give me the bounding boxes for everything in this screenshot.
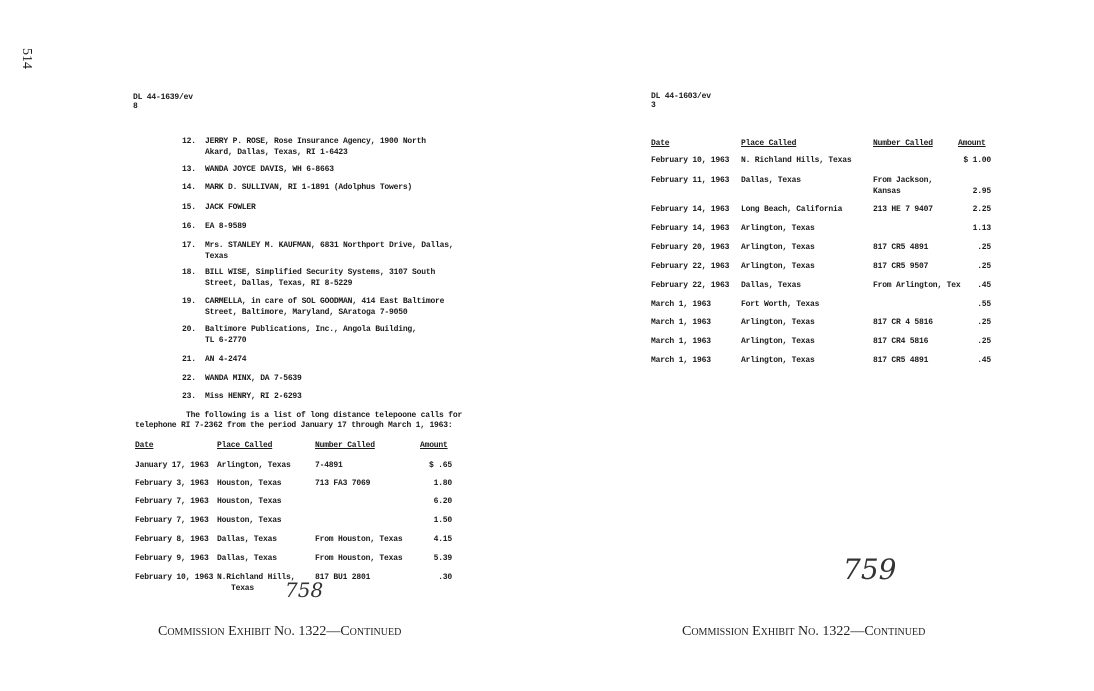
table-cell: N.Richland Hills,	[217, 573, 296, 582]
list-item-number: 15.	[182, 203, 196, 212]
table-cell: Houston, Texas	[217, 497, 282, 506]
list-item-line: Texas	[205, 252, 229, 261]
list-item-line: WANDA MINX, DA 7-5639	[205, 374, 302, 383]
table-cell: .25	[977, 243, 991, 252]
list-item-number: 19.	[182, 297, 196, 306]
table-cell: Houston, Texas	[217, 516, 282, 525]
table-cell: From Arlington, Tex	[873, 281, 961, 290]
table-cell: From Jackson,	[873, 176, 933, 185]
table-cell: 817 BU1 2801	[315, 573, 371, 582]
column-header: Date	[651, 139, 670, 148]
left-paragraph-line-1: The following is a list of long distance telepoone calls for	[186, 411, 463, 420]
table-cell: 713 FA3 7069	[315, 479, 371, 488]
table-cell: .25	[977, 318, 991, 327]
list-item-number: 18.	[182, 268, 196, 277]
list-item-number: 22.	[182, 374, 196, 383]
table-cell: Arlington, Texas	[217, 461, 291, 470]
table-cell: February 10, 1963	[135, 573, 214, 582]
list-item-number: 20.	[182, 325, 196, 334]
list-item-number: 17.	[182, 241, 196, 250]
table-cell: Long Beach, California	[741, 205, 843, 214]
table-cell: March 1, 1963	[651, 356, 711, 365]
list-item-line: TL 6-2770	[205, 336, 247, 345]
list-item-number: 14.	[182, 183, 196, 192]
side-page-number: 514	[19, 48, 34, 69]
left-handwritten-number: 758	[285, 578, 324, 602]
column-header: Number Called	[315, 441, 375, 450]
table-cell: 4.15	[433, 535, 452, 544]
table-cell: Arlington, Texas	[741, 318, 815, 327]
table-cell: February 14, 1963	[651, 224, 730, 233]
table-cell: 817 CR5 9507	[873, 262, 929, 271]
right-file-ref: DL 44-1603/ev	[651, 92, 711, 101]
column-header: Date	[135, 441, 154, 450]
list-item-number: 12.	[182, 137, 196, 146]
left-caption: Commission Exhibit No. 1322—Continued	[158, 624, 402, 639]
list-item-line: Miss HENRY, RI 2-6293	[205, 392, 302, 401]
table-cell: Dallas, Texas	[217, 554, 277, 563]
column-header: Amount	[958, 139, 986, 148]
table-cell: 6.20	[433, 497, 452, 506]
table-cell: Arlington, Texas	[741, 337, 815, 346]
table-cell: February 3, 1963	[135, 479, 209, 488]
right-page-number: 3	[651, 101, 656, 110]
table-cell: .55	[977, 300, 991, 309]
list-item-line: MARK D. SULLIVAN, RI 1-1891 (Adolphus Towers)	[205, 183, 413, 192]
list-item-number: 13.	[182, 165, 196, 174]
table-cell: Arlington, Texas	[741, 224, 815, 233]
table-cell: N. Richland Hills, Texas	[741, 156, 852, 165]
list-item-line: Akard, Dallas, Texas, RI 1-6423	[205, 148, 348, 157]
column-header: Amount	[420, 441, 448, 450]
table-cell: February 22, 1963	[651, 281, 730, 290]
table-cell: March 1, 1963	[651, 318, 711, 327]
table-cell: .30	[438, 573, 452, 582]
table-cell: February 7, 1963	[135, 497, 209, 506]
table-cell: 2.25	[972, 205, 991, 214]
table-cell: Dallas, Texas	[741, 176, 801, 185]
table-cell: 817 CR 4 5816	[873, 318, 933, 327]
table-cell: Kansas	[873, 187, 901, 196]
column-header: Place Called	[741, 139, 797, 148]
table-cell: .45	[977, 356, 991, 365]
table-cell: February 10, 1963	[651, 156, 730, 165]
table-cell: From Houston, Texas	[315, 535, 403, 544]
table-cell: $ 1.00	[963, 156, 991, 165]
table-cell: February 22, 1963	[651, 262, 730, 271]
list-item-line: EA 8-9589	[205, 222, 247, 231]
left-paragraph-line-2: telephone RI 7-2362 from the period January 17 through March 1, 1963:	[135, 421, 453, 430]
list-item-number: 16.	[182, 222, 196, 231]
table-cell: Fort Worth, Texas	[741, 300, 820, 309]
left-file-ref: DL 44-1639/ev	[133, 93, 193, 102]
column-header: Number Called	[873, 139, 933, 148]
table-cell: February 7, 1963	[135, 516, 209, 525]
table-cell: $ .65	[428, 461, 452, 470]
list-item-line: JERRY P. ROSE, Rose Insurance Agency, 1900 North	[205, 137, 426, 146]
list-item-line: JACK FOWLER	[205, 203, 256, 212]
right-caption: Commission Exhibit No. 1322—Continued	[682, 624, 926, 639]
table-cell: 2.95	[972, 187, 991, 196]
list-item-line: CARMELLA, in care of SOL GOODMAN, 414 East Baltimore	[205, 297, 445, 306]
table-cell: 7-4891	[315, 461, 343, 470]
table-cell: Arlington, Texas	[741, 356, 815, 365]
table-cell: 1.80	[433, 479, 452, 488]
list-item-line: Street, Dallas, Texas, RI 8-5229	[205, 279, 353, 288]
column-header: Place Called	[217, 441, 273, 450]
list-item-number: 23.	[182, 392, 196, 401]
table-cell: January 17, 1963	[135, 461, 209, 470]
list-item-line: AN 4-2474	[205, 355, 247, 364]
table-cell: Dallas, Texas	[217, 535, 277, 544]
table-cell: From Houston, Texas	[315, 554, 403, 563]
table-cell: Dallas, Texas	[741, 281, 801, 290]
table-cell: 817 CR5 4891	[873, 243, 929, 252]
table-cell: 5.39	[433, 554, 452, 563]
right-handwritten-number: 759	[843, 553, 897, 586]
list-item-line: WANDA JOYCE DAVIS, WH 6-8663	[205, 165, 334, 174]
table-cell: February 11, 1963	[651, 176, 730, 185]
table-cell: 1.13	[972, 224, 991, 233]
table-cell: March 1, 1963	[651, 337, 711, 346]
table-cell: February 14, 1963	[651, 205, 730, 214]
table-cell: Texas	[231, 584, 255, 593]
table-cell: .45	[977, 281, 991, 290]
table-cell: 213 HE 7 9407	[873, 205, 933, 214]
list-item-line: Baltimore Publications, Inc., Angola Building,	[205, 325, 417, 334]
table-cell: 1.50	[433, 516, 452, 525]
table-cell: February 9, 1963	[135, 554, 209, 563]
left-page-number: 8	[133, 102, 138, 111]
table-cell: 817 CR5 4891	[873, 356, 929, 365]
list-item-line: BILL WISE, Simplified Security Systems, 3107 South	[205, 268, 436, 277]
list-item-line: Street, Baltimore, Maryland, SAratoga 7-9050	[205, 308, 408, 317]
table-cell: Arlington, Texas	[741, 243, 815, 252]
list-item-line: Mrs. STANLEY M. KAUFMAN, 6831 Northport Drive, Dallas,	[205, 241, 454, 250]
table-cell: March 1, 1963	[651, 300, 711, 309]
table-cell: .25	[977, 262, 991, 271]
table-cell: Arlington, Texas	[741, 262, 815, 271]
table-cell: .25	[977, 337, 991, 346]
table-cell: 817 CR4 5816	[873, 337, 929, 346]
table-cell: February 20, 1963	[651, 243, 730, 252]
table-cell: February 8, 1963	[135, 535, 209, 544]
list-item-number: 21.	[182, 355, 196, 364]
table-cell: Houston, Texas	[217, 479, 282, 488]
